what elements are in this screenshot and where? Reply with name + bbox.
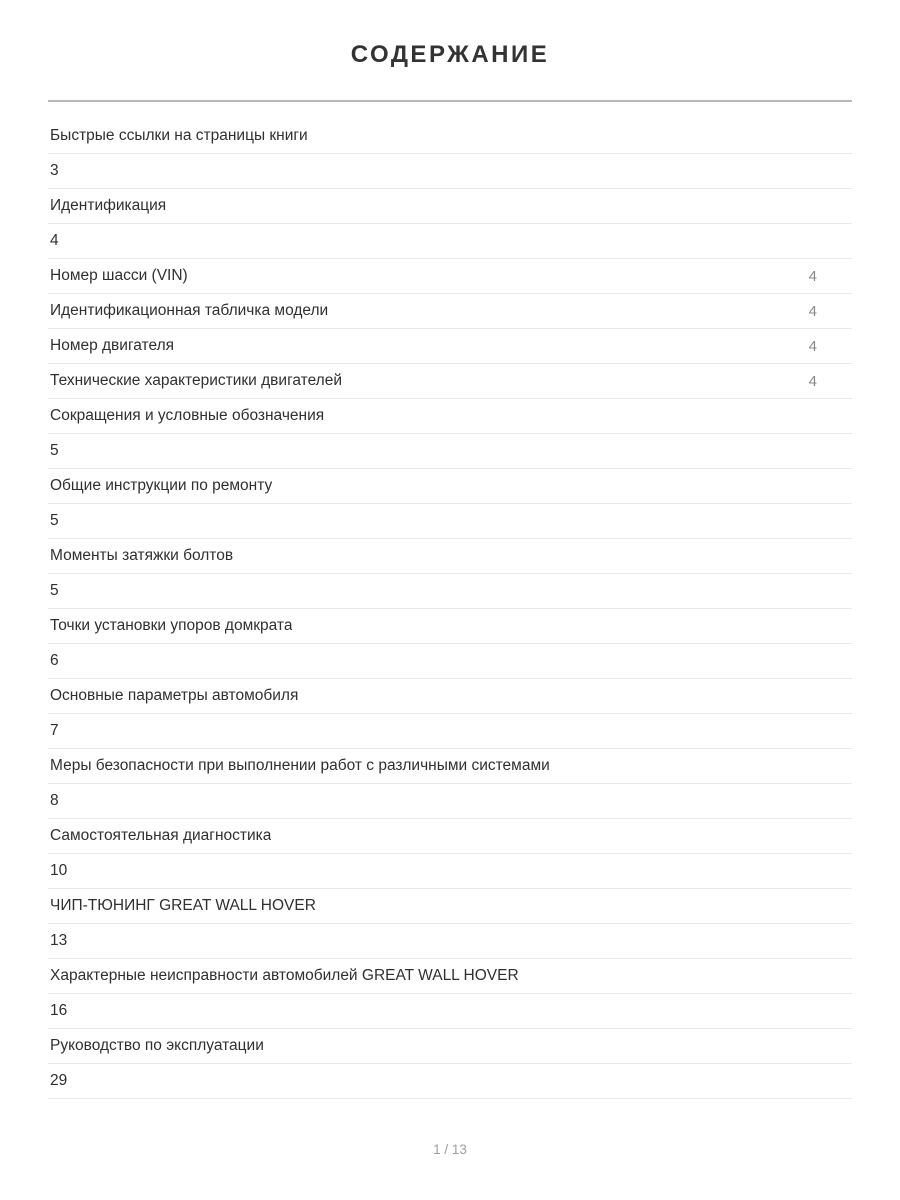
toc-entry-label: Номер двигателя <box>50 337 175 354</box>
toc-entry-label: Руководство по эксплуатации <box>50 1037 264 1054</box>
toc-entry[interactable] <box>48 574 852 609</box>
toc-entry-label: Меры безопасности при выполнении работ с различными системами <box>50 757 550 774</box>
toc-entry-label: 16 <box>50 1002 68 1019</box>
toc-entry-label: 13 <box>50 932 68 949</box>
toc-entry-label: Быстрые ссылки на страницы книги <box>50 127 308 144</box>
toc-entry-label: 4 <box>50 232 59 249</box>
toc-entry-page-number: 4 <box>808 337 817 355</box>
toc-entry-label: Точки установки упоров домкрата <box>50 617 293 634</box>
toc-entry[interactable] <box>48 784 852 819</box>
toc-entry[interactable] <box>48 714 852 749</box>
title-divider <box>48 100 852 102</box>
toc-entry[interactable] <box>48 959 852 994</box>
toc-entry-label: 3 <box>50 162 59 179</box>
toc-entry-label: 5 <box>50 582 59 599</box>
toc-entry[interactable] <box>48 504 852 539</box>
toc-entry-label: 6 <box>50 652 59 669</box>
toc-entry[interactable] <box>48 119 852 154</box>
toc-entry[interactable] <box>48 329 852 364</box>
toc-entry-page-number: 4 <box>808 372 817 390</box>
toc-entry[interactable] <box>48 644 852 679</box>
toc-entry-label: 7 <box>50 722 59 739</box>
toc-entry-label: Общие инструкции по ремонту <box>50 477 273 494</box>
toc-entry-label: 5 <box>50 442 59 459</box>
toc-entry[interactable] <box>48 189 852 224</box>
toc-entry[interactable] <box>48 924 852 959</box>
toc-entry[interactable] <box>48 539 852 574</box>
toc-entry[interactable] <box>48 679 852 714</box>
toc-list <box>48 119 852 1099</box>
toc-entry-label: Моменты затяжки болтов <box>50 547 234 564</box>
toc-entry-label: 5 <box>50 512 59 529</box>
toc-entry-label: Основные параметры автомобиля <box>50 687 299 704</box>
toc-entry[interactable] <box>48 469 852 504</box>
toc-entry[interactable] <box>48 749 852 784</box>
toc-entry[interactable] <box>48 994 852 1029</box>
toc-entry-label: Идентификационная табличка модели <box>50 302 329 319</box>
toc-entry[interactable] <box>48 224 852 259</box>
toc-entry[interactable] <box>48 364 852 399</box>
toc-entry-page-number: 4 <box>808 267 817 285</box>
toc-entry[interactable] <box>48 294 852 329</box>
toc-entry-label: Сокращения и условные обозначения <box>50 407 325 424</box>
toc-entry[interactable] <box>48 434 852 469</box>
toc-entry[interactable] <box>48 259 852 294</box>
toc-entry-label: Технические характеристики двигателей <box>50 372 343 389</box>
toc-entry[interactable] <box>48 889 852 924</box>
toc-entry-label: 10 <box>50 862 68 879</box>
toc-entry[interactable] <box>48 154 852 189</box>
toc-entry[interactable] <box>48 399 852 434</box>
page-title: СОДЕРЖАНИЕ <box>350 41 550 68</box>
toc-entry-label: 8 <box>50 792 59 809</box>
toc-entry-label: Номер шасси (VIN) <box>50 267 188 284</box>
toc-entry[interactable] <box>48 609 852 644</box>
pager-indicator: 1 / 13 <box>433 1142 467 1157</box>
toc-entry-label: 29 <box>50 1072 68 1089</box>
toc-entry-label: Характерные неисправности автомобилей GREAT WALL HOVER <box>50 967 519 984</box>
toc-entry[interactable] <box>48 1029 852 1064</box>
toc-entry-label: ЧИП-ТЮНИНГ GREAT WALL HOVER <box>50 897 316 914</box>
toc-entry-label: Идентификация <box>50 197 167 214</box>
toc-entry-page-number: 4 <box>808 302 817 320</box>
toc-entry[interactable] <box>48 854 852 889</box>
toc-entry[interactable] <box>48 1064 852 1099</box>
toc-entry-label: Самостоятельная диагностика <box>50 827 272 844</box>
toc-entry[interactable] <box>48 819 852 854</box>
